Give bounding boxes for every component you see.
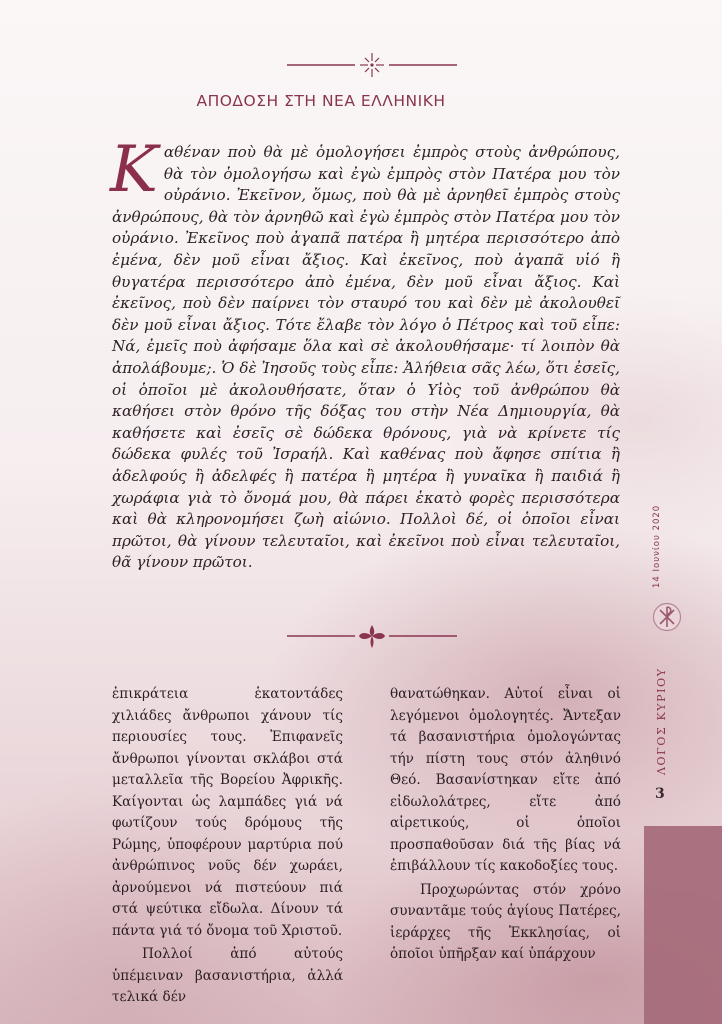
paragraph: Προχωρώντας στόν χρόνο συναντᾶμε τούς ἁγίους Πατέρες, ἱεράρχες τῆς Ἐκκλησίας, οἱ ὁποῖοι ὑπῆρξαν καί ὑπάρχουν	[390, 881, 621, 962]
decorative-block	[644, 826, 722, 1024]
section-heading: ΑΠΟΔΟΣΗ ΣΤΗ ΝΕΑ ΕΛΛΗΝΙΚΗ	[196, 92, 446, 110]
top-ornament	[287, 52, 457, 78]
magazine-title: ΛΟΓΟΣ ΚΥΡΙΟΥ	[655, 667, 668, 775]
left-column	[112, 684, 343, 1009]
paragraph: Πολλοί ἀπό αὐτούς ὑπέμειναν βασανιστήρια, ἀλλά τελικά δέν	[112, 946, 343, 1005]
right-column	[390, 684, 621, 966]
page-number: 3	[655, 786, 665, 802]
middle-ornament	[287, 622, 457, 650]
paragraph: θανατώθηκαν. Αὐτοί εἶναι οἱ λεγόμενοι ὁμολογητές. Ἄντεξαν τά βασανιστήρια ὁμολογώντας τήν πίστη τους στόν ἀληθινό Θεό. Βασανίστηκαν εἴτε ἀπό εἰδωλολάτρες, εἴτε ἀπό αἱρετικούς, οἱ ὁποῖοι προσπαθοῦσαν διά τῆς βίας νά ἐπιβάλλουν τίς κακοδοξίες τους.	[390, 686, 621, 874]
quote-text: αθέναν ποὺ θὰ μὲ ὁμολογήσει ἐμπρὸς στοὺς ἀνθρώπους, θὰ τὸν ὁμολογήσω καὶ ἐγὼ ἐμπρὸς στὸν Πατέρα μου τὸν οὐράνιο. Ἐκεῖνον, ὅμως, ποὺ θὰ μὲ ἀρνηθεῖ ἐμπρὸς στοὺς ἀνθρώπους, θὰ τὸν ἀρνηθῶ καὶ ἐγὼ ἐμπρὸς στὸν Πατέρα μου τὸν οὐράνιο. Ἐκεῖνος ποὺ ἀγαπᾶ πατέρα ἢ μητέρα περισσότερο ἀπὸ ἐμένα, δὲν μοῦ εἶναι ἄξιος. Καὶ ἐκεῖνος, ποὺ ἀγαπᾶ υἱό ἢ θυγατέρα περισσότερο ἀπὸ ἐμένα, δὲν μοῦ εἶναι ἄξιος. Καὶ ἐκεῖνος, ποὺ δὲν παίρνει τὸν σταυρό του καὶ δὲν μὲ ἀκολουθεῖ δὲν μοῦ εἶναι ἄξιος. Τότε ἔλαβε τὸν λόγο ὁ Πέτρος καὶ τοῦ εἶπε: Νά, ἐμεῖς ποὺ ἀφήσαμε ὅλα καὶ σὲ ἀκολουθήσαμε· τί λοιπὸν θὰ ἀπολάβουμε;. Ὁ δὲ Ἰησοῦς τοὺς εἶπε: Ἀλήθεια σᾶς λέω, ὅτι ἐσεῖς, οἱ ὁποῖοι μὲ ἀκολουθήσατε, ὅταν ὁ Υἱὸς τοῦ ἀνθρώπου θὰ καθήσει στὸν θρόνο τῆς δόξας του στὴν Νέα Δημιουργία, θὰ καθήσετε καὶ ἐσεῖς σὲ δώδεκα θρόνους, γιὰ νὰ κρίνετε τίς δώδεκα φυλές τοῦ Ἰσραήλ. Καὶ καθένας ποὺ ἄφησε σπίτια ἢ ἀδελφούς ἢ ἀδελφές ἢ πατέρα ἢ μητέρα ἢ γυναῖκα ἢ παιδιά ἢ χωράφια γιὰ τὸ ὄνομά μου, θὰ πάρει ἑκατὸ φορὲς περισσότερα καὶ θὰ κληρονομήσει ζωὴ αἰώνιο. Πολλοὶ δέ, οἱ ὁποῖοι εἶναι πρῶτοι, θὰ γίνουν τελευταῖοι, καὶ ἐκεῖνοι ποὺ εἶναι τελευταῖοι, θᾶ γίνουν πρῶτοι.	[112, 143, 620, 572]
drop-cap: Κ	[110, 133, 158, 207]
scripture-quote	[110, 133, 620, 574]
issue-date: 14 Ιουνίου 2020	[652, 504, 662, 588]
chi-rho-logo-icon	[652, 602, 682, 632]
paragraph: ἐπικράτεια ἑκατοντάδες χιλιάδες ἄνθρωποι χάνουν τίς περιουσίες τους. Ἐπιφανεῖς ἄνθρωποι γίνονται σκλάβοι στά μεταλλεῖα τῆς Βορείου Ἀφρικῆς. Καίγονται ὡς λαμπάδες γιά νά φωτίζουν τούς δρόμους τῆς Ρώμης, ὑποφέρουν μαρτύρια πού ἀνθρώπινος νοῦς δέν χωράει, ἀρνούμενοι νά πιστεύουν πιά στά ψεύτικα εἴδωλα. Δίνουν τά πάντα γιά τό ὄνομα τοῦ Χριστοῦ.	[112, 686, 343, 939]
